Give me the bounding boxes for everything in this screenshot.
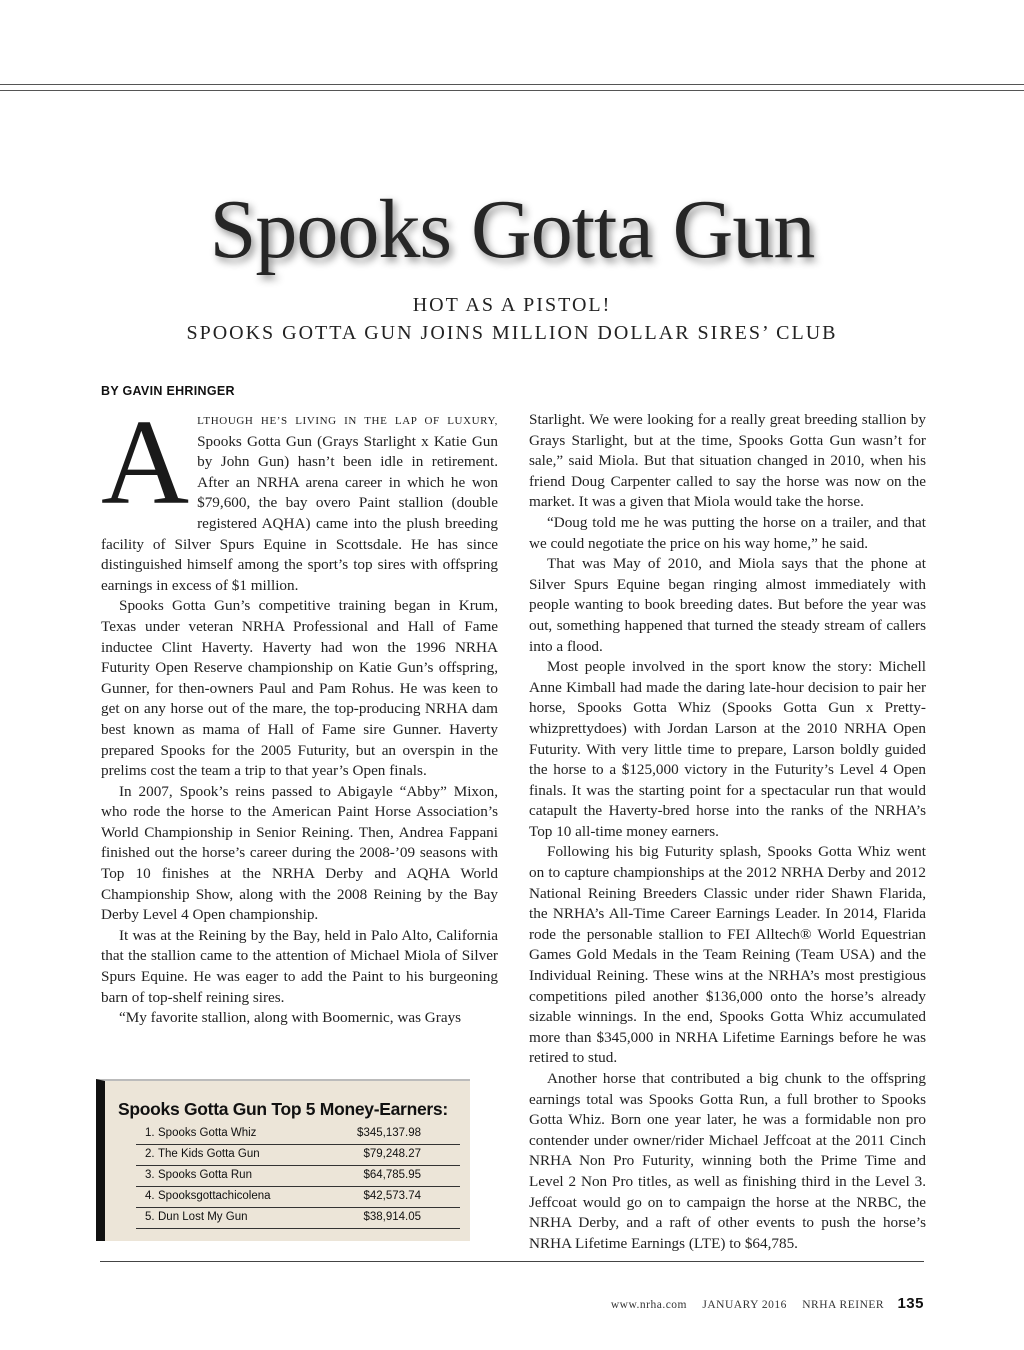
paragraph: “Doug told me he was putting the horse on a trailer, and that we could negotiate the price on his way home,” he said. [529,513,926,552]
earner-name: The Kids Gotta Gun [158,1148,260,1160]
paragraph: Following his big Futurity splash, Spooks Gotta Whiz went on to capture championships at the 2012 NRHA Derby and 2012 National Reining Breeders Classic under rider Shawn Flarida, the NRHA’s All-Time Career Earnings Leader. In 2014, Flarida rode the personable stallion to FEI Alltech® World Equestrian Games Gold Medals in the Team Reining (Team USA) and the Individual Reining. These wins at the NRHA’s most prestigious competitions piled another $136,000 onto the horse’s already sizable winnings. In the end, Spooks Gotta Whiz accumulated more than $345,000 in NRHA Lifetime Earnings before he was retired to stud. [529,843,926,1067]
earner-rank: 5. [145,1211,155,1223]
earner-row [136,1124,460,1145]
article-column-left [101,395,498,1029]
article-column-right [529,410,926,1254]
footer-magazine: NRHA REINER [802,1299,885,1311]
paragraph: Another horse that contributed a big chunk to the offspring earnings total was Spooks Gotta Run, a full brother to Spooks Gotta Whiz. Born one year later, he was a formidable non pro contender under owner/rider Michael Jeffcoat at the 2011 Cinch NRHA Non Pro Futurity, winning both the Prime Time and Level 2 Non Pro titles, as well as finishing third in the Level 3. Jeffcoat would go on to campaign the horse at the NRBC, the NRHA Derby, and a raft of other events to push the horse’s NRHA Lifetime Earnings (LTE) to $64,785. [529,1070,926,1252]
earner-rank: 1. [145,1127,155,1139]
earner-rank: 3. [145,1169,155,1181]
paragraph: Spooks Gotta Gun’s competitive training began in Krum, Texas under veteran NRHA Professional and Hall of Fame inductee Clint Haverty. Haverty had won the 1996 NRHA Futurity Open Reserve championship on Katie Gun’s offspring, Gunner, for then-owners Paul and Pam Rohus. He was keen to get on any horse out of the mare, the top-producing NRHA dam best known as mama of Hall of Fame sire Gunner. Haverty prepared Spooks for the 2005 Futurity, but an overspin in the prelims cost the team a trip to that year’s Open finals. [101,597,498,780]
paragraph-lead [101,395,498,596]
byline: BY GAVIN EHRINGER [101,384,235,398]
earner-amount: $64,785.95 [363,1169,421,1181]
earner-rank: 2. [145,1148,155,1160]
lead-smallcaps: LTHOUGH HE’S LIVING IN THE LAP OF LUXURY, [197,415,498,427]
sidebar-title: Spooks Gotta Gun Top 5 Money-Earners: [118,1099,448,1119]
earner-amount: $42,573.74 [363,1190,421,1202]
lead-text: Spooks Gotta Gun (Grays Starlight x Katie Gun by John Gun) hasn’t been idle in retirement. After an NRHA arena career in which he won $79,600, the bay overo Paint stallion (double registered AQHA) came into the plush breeding facility of Silver Spurs Equine in Scottsdale. He has since distinguished himself among the sport’s top sires with offspring earnings in excess of $1 million. [101,432,498,594]
article-title: Spooks Gotta Gun [209,183,815,276]
earner-row [136,1166,460,1187]
earner-row [136,1208,460,1229]
earner-amount: $345,137.98 [357,1127,421,1139]
footer-issue: JANUARY 2016 [702,1299,787,1311]
paragraph: It was at the Reining by the Bay, held in Palo Alto, California that the stallion came to the attention of Michael Miola of Silver Spurs Equine. He was eager to add the Paint to his burgeoning barn of top-shelf reining sires. [101,926,498,1006]
money-earners-sidebar [96,1079,470,1241]
earner-name: Dun Lost My Gun [158,1211,248,1223]
subtitle-2: SPOOKS GOTTA GUN JOINS MILLION DOLLAR SIRES’ CLUB [186,322,838,344]
bottom-rule [100,1261,924,1262]
earner-row [136,1187,460,1208]
earner-row [136,1145,460,1166]
drop-cap: A [101,395,190,530]
earner-amount: $38,914.05 [363,1211,421,1223]
paragraph: Most people involved in the sport know the story: Michell Anne Kimball had made the daring late-hour decision to pair her horse, Spooks Gotta Whiz (Spooks Gotta Gun x Pretty-whizprettydoes) with Jordan Larson at the 2010 NRHA Open Futurity. With very little time to prepare, Larson boldly guided the horse to a $125,000 victory in the Futurity’s Level 4 Open finals. It was the starting point for a spectacular run that would catapult the Haverty-bred horse into the ranks of the NRHA’s Top 10 all-time money earners. [529,658,926,840]
paragraph-continued: Starlight. We were looking for a really great breeding stallion by Grays Starlight, but at the time, Spooks Gotta Gun wasn’t for sale,” said Miola. But that situation changed in 2010, when his friend Doug Carpenter called to say the horse was now on the market. It was a given that Miola would take the horse. [529,411,926,511]
paragraph: In 2007, Spook’s reins passed to Abigayle “Abby” Mixon, who rode the horse to the American Paint Horse Association’s World Championship in Senior Reining. Then, Andrea Fappani finished out the horse’s career during the 2008-’09 seasons with Top 10 finishes at the NRHA Derby and AQHA World Championship Show, along with the 2008 Reining by the Bay Derby Level 4 Open championship. [101,782,498,924]
earner-name: Spooks Gotta Whiz [158,1127,257,1139]
page-number: 135 [897,1295,924,1312]
subtitle-1: HOT AS A PISTOL! [412,294,612,316]
page-footer [599,1295,924,1312]
top-rule-2 [0,90,1024,91]
earner-name: Spooks Gotta Run [158,1169,252,1181]
paragraph: That was May of 2010, and Miola says that the phone at Silver Spurs Equine began ringing almost immediately with people wanting to book breeding dates. But before the year was out, something happened that turned the steady stream of callers into a flood. [529,555,926,655]
earner-rank: 4. [145,1190,155,1202]
earner-amount: $79,248.27 [363,1148,421,1160]
paragraph: “My favorite stallion, along with Boomernic, was Grays [119,1009,462,1027]
top-rule [0,84,1024,85]
earner-name: Spooksgottachicolena [158,1190,271,1202]
footer-url: www.nrha.com [610,1299,687,1311]
